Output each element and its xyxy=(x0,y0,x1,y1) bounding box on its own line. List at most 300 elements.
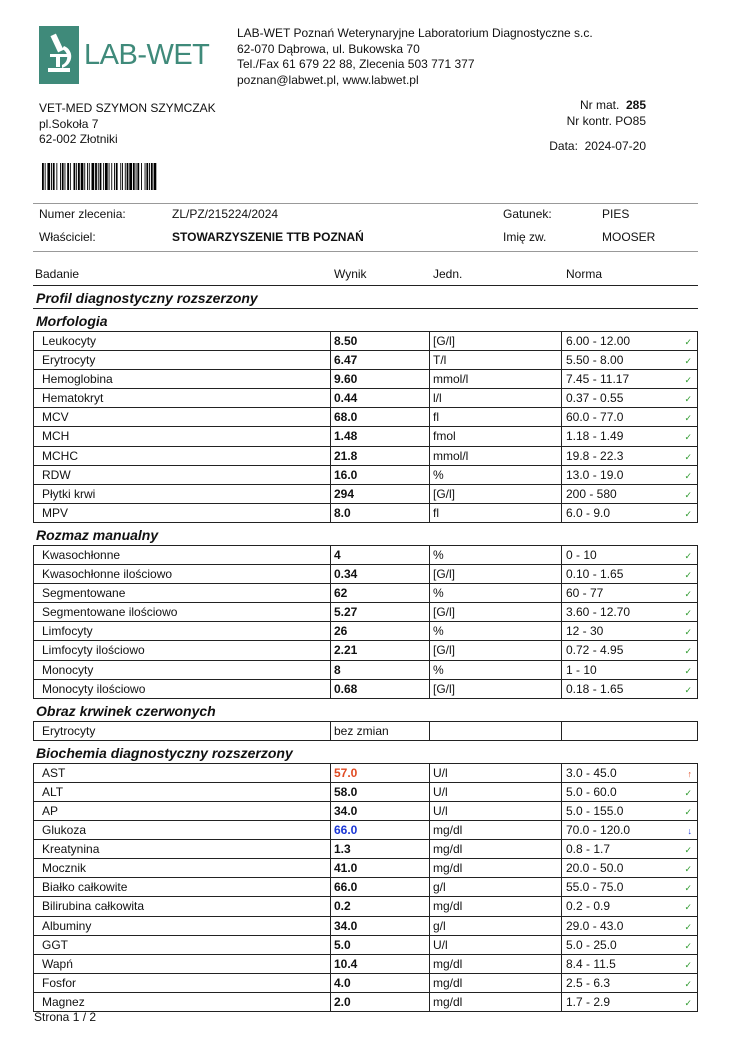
cell-border xyxy=(561,447,562,465)
test-norm: 0.8 - 1.7 xyxy=(566,842,611,857)
cell-border xyxy=(33,974,34,992)
order-number-label: Numer zlecenia: xyxy=(39,207,126,221)
test-unit: fl xyxy=(433,505,439,520)
lab-email: poznan@labwet.pl, www.labwet.pl xyxy=(237,72,419,87)
table-row xyxy=(33,821,698,840)
cell-border xyxy=(697,389,698,407)
barcode-bar xyxy=(136,163,137,190)
client-name: VET-MED SZYMON SZYMCZAK xyxy=(39,101,216,115)
cell-border xyxy=(561,370,562,388)
table-row xyxy=(33,427,698,446)
test-norm: 70.0 - 120.0 xyxy=(566,823,631,838)
cell-border xyxy=(330,840,331,858)
species-label: Gatunek: xyxy=(503,207,552,221)
table-row xyxy=(33,764,698,783)
barcode-bar xyxy=(133,163,135,190)
check-icon: ✓ xyxy=(684,589,692,600)
cell-border xyxy=(697,504,698,522)
logo-text: LAB-WET xyxy=(84,39,210,71)
barcode-bar xyxy=(125,163,126,190)
cell-border xyxy=(561,504,562,522)
cell-border xyxy=(697,408,698,426)
divider xyxy=(33,251,698,252)
test-result: 10.4 xyxy=(334,956,358,971)
client-address-block xyxy=(39,101,216,148)
check-icon: ✓ xyxy=(684,432,692,443)
cell-border xyxy=(330,447,331,465)
header-test: Badanie xyxy=(35,267,80,281)
cell-border xyxy=(330,878,331,896)
client-street: pl.Sokoła 7 xyxy=(39,116,99,131)
table-row xyxy=(33,993,698,1012)
test-unit: U/l xyxy=(433,803,448,818)
barcode-bar xyxy=(76,163,77,190)
test-name: Segmentowane ilościowo xyxy=(42,605,178,620)
lab-address-block xyxy=(237,26,593,88)
cell-border xyxy=(697,584,698,602)
test-result: 62 xyxy=(334,586,348,601)
test-unit: [G/l] xyxy=(433,334,456,348)
cell-border xyxy=(561,661,562,679)
barcode-bar xyxy=(111,163,112,190)
cell-border xyxy=(561,389,562,407)
test-result: 1.48 xyxy=(334,429,358,444)
arrow-down-icon: ↓ xyxy=(687,826,692,837)
test-name: RDW xyxy=(42,467,71,482)
cell-border xyxy=(429,603,430,621)
barcode-bar xyxy=(53,163,55,190)
lab-name: LAB-WET Poznań Weterynaryjne Laboratorium Diagnostyczne s.c. xyxy=(237,26,593,40)
cell-border xyxy=(561,859,562,877)
cell-border xyxy=(429,584,430,602)
test-name: Bilirubina całkowita xyxy=(42,899,145,914)
owner-label: Właściciel: xyxy=(39,230,96,244)
header-norm: Norma xyxy=(566,267,603,281)
test-name: Erytrocyty xyxy=(42,353,96,368)
header-unit: Jedn. xyxy=(433,267,463,281)
test-result: 57.0 xyxy=(334,765,358,780)
cell-border xyxy=(429,936,430,954)
check-icon: ✓ xyxy=(684,570,692,581)
barcode-bar xyxy=(67,163,69,190)
check-icon: ✓ xyxy=(684,451,692,462)
table-row xyxy=(33,504,698,523)
test-unit: U/l xyxy=(433,765,448,780)
barcode-bar xyxy=(116,163,118,190)
cell-border xyxy=(561,680,562,698)
cell-border xyxy=(429,680,430,698)
barcode-bar xyxy=(137,163,139,190)
barcode-bar xyxy=(105,163,108,190)
test-norm: 5.0 - 60.0 xyxy=(566,784,617,799)
cell-border xyxy=(330,427,331,445)
cell-border xyxy=(429,993,430,1011)
cell-border xyxy=(561,955,562,973)
cell-border xyxy=(429,840,430,858)
test-name: Glukoza xyxy=(42,823,87,838)
cell-border xyxy=(561,584,562,602)
arrow-up-icon: ↑ xyxy=(687,768,692,779)
test-result: 9.60 xyxy=(334,372,358,387)
test-name: Fosfor xyxy=(42,975,77,990)
check-icon: ✓ xyxy=(684,470,692,481)
cell-border xyxy=(697,603,698,621)
date-label: Data: xyxy=(549,139,578,153)
test-result: 0.34 xyxy=(334,567,358,582)
table-row xyxy=(33,974,698,993)
test-result: 0.44 xyxy=(334,391,358,406)
cell-border xyxy=(697,466,698,484)
table-row xyxy=(33,565,698,584)
cell-border xyxy=(33,485,34,503)
cell-border xyxy=(697,955,698,973)
table-row xyxy=(33,897,698,916)
test-result: 0.2 xyxy=(334,899,351,914)
test-unit: % xyxy=(433,547,444,562)
cell-border xyxy=(561,821,562,839)
test-result: 1.3 xyxy=(334,842,351,857)
cell-border xyxy=(33,764,34,782)
cell-border xyxy=(697,974,698,992)
barcode-bar xyxy=(74,163,76,190)
test-norm: 1 - 10 xyxy=(566,662,597,677)
cell-border xyxy=(330,584,331,602)
cell-border xyxy=(429,408,430,426)
table-row xyxy=(33,859,698,878)
cell-border xyxy=(429,504,430,522)
cell-border xyxy=(33,783,34,801)
barcode-bar xyxy=(109,163,110,190)
cell-border xyxy=(561,351,562,369)
table-row xyxy=(33,351,698,370)
test-name: Limfocyty ilościowo xyxy=(42,643,145,658)
test-unit: T/l xyxy=(433,353,447,368)
cell-border xyxy=(697,783,698,801)
cell-border xyxy=(330,897,331,915)
animal-name-label: Imię zw. xyxy=(503,230,547,244)
cell-border xyxy=(33,332,34,350)
nr-mat-value: 285 xyxy=(625,98,646,112)
test-norm: 8.4 - 11.5 xyxy=(566,956,616,971)
cell-border xyxy=(33,389,34,407)
test-result: 8.0 xyxy=(334,505,351,520)
table-row xyxy=(33,802,698,821)
results-table xyxy=(33,285,698,1012)
cell-border xyxy=(561,427,562,445)
test-unit: [G/l] xyxy=(433,567,456,582)
check-icon: ✓ xyxy=(684,684,692,695)
test-name: ALT xyxy=(42,784,64,799)
cell-border xyxy=(33,351,34,369)
section-title: Biochemia diagnostyczny rozszerzony xyxy=(36,744,293,761)
barcode-bar xyxy=(103,163,104,190)
cell-border xyxy=(561,546,562,564)
barcode-bar xyxy=(60,163,61,190)
table-row xyxy=(33,840,698,859)
test-unit: mmol/l xyxy=(433,372,469,387)
table-row xyxy=(33,408,698,427)
cell-border xyxy=(429,897,430,915)
cell-border xyxy=(429,485,430,503)
check-icon: ✓ xyxy=(684,337,692,347)
test-name: Hemoglobina xyxy=(42,372,113,387)
cell-border xyxy=(561,878,562,896)
test-unit: fl xyxy=(433,410,439,425)
table-row xyxy=(33,447,698,466)
check-icon: ✓ xyxy=(684,787,692,798)
cell-border xyxy=(561,974,562,992)
test-unit: [G/l] xyxy=(433,605,456,620)
barcode-bar xyxy=(78,163,80,190)
check-icon: ✓ xyxy=(684,646,692,657)
table-row xyxy=(33,584,698,603)
cell-border xyxy=(429,466,430,484)
test-norm: 2.5 - 6.3 xyxy=(566,975,611,990)
cell-border xyxy=(561,897,562,915)
barcode-bar xyxy=(141,163,142,190)
table-row xyxy=(33,641,698,660)
cell-border xyxy=(561,485,562,503)
cell-border xyxy=(330,802,331,820)
cell-border xyxy=(330,389,331,407)
cell-border xyxy=(697,936,698,954)
section-title: Morfologia xyxy=(36,313,108,329)
test-unit: % xyxy=(433,586,444,601)
cell-border xyxy=(561,622,562,640)
cell-border xyxy=(429,955,430,973)
test-name: Erytrocyty xyxy=(42,723,96,738)
table-row xyxy=(33,389,698,408)
cell-border xyxy=(561,603,562,621)
cell-border xyxy=(33,370,34,388)
test-norm: 0.18 - 1.65 xyxy=(566,681,624,696)
cell-border xyxy=(330,993,331,1011)
test-name: AP xyxy=(42,803,59,818)
cell-border xyxy=(697,840,698,858)
cell-border xyxy=(330,783,331,801)
test-norm: 0.10 - 1.65 xyxy=(566,567,624,582)
cell-border xyxy=(33,408,34,426)
date-value: 2024-07-20 xyxy=(584,139,646,153)
cell-border xyxy=(33,466,34,484)
cell-border xyxy=(33,504,34,522)
section-title: Rozmaz manualny xyxy=(36,526,159,543)
species-value: PIES xyxy=(602,207,630,221)
table-row xyxy=(33,466,698,485)
cell-border xyxy=(697,622,698,640)
table-row xyxy=(33,722,698,741)
cell-border xyxy=(33,897,34,915)
test-norm: 0.72 - 4.95 xyxy=(566,643,624,658)
cell-border xyxy=(697,546,698,564)
test-result: 8 xyxy=(334,662,341,677)
cell-border xyxy=(330,974,331,992)
table-row xyxy=(33,936,698,955)
cell-border xyxy=(697,351,698,369)
cell-border xyxy=(330,565,331,583)
test-name: Limfocyty xyxy=(42,624,93,639)
test-unit: [G/l] xyxy=(433,643,456,658)
section-header xyxy=(33,523,698,546)
test-result: 26 xyxy=(334,624,348,639)
test-unit: % xyxy=(433,467,444,482)
test-unit: g/l xyxy=(433,918,446,933)
page-number: Strona 1 / 2 xyxy=(34,1010,97,1024)
lab-logo xyxy=(39,26,210,86)
section-title: Obraz krwinek czerwonych xyxy=(36,702,216,719)
cell-border xyxy=(429,641,430,659)
check-icon: ✓ xyxy=(684,997,692,1008)
cell-border xyxy=(429,722,430,740)
test-norm: 0.37 - 0.55 xyxy=(566,391,624,406)
cell-border xyxy=(33,546,34,564)
table-row xyxy=(33,332,698,351)
cell-border xyxy=(330,504,331,522)
cell-border xyxy=(33,917,34,935)
table-row xyxy=(33,955,698,974)
test-unit: % xyxy=(433,624,444,639)
cell-border xyxy=(33,840,34,858)
test-name: Leukocyty xyxy=(42,334,97,348)
test-norm: 1.7 - 2.9 xyxy=(566,994,611,1009)
test-result: 4.0 xyxy=(334,975,351,990)
date-row xyxy=(549,139,646,155)
cell-border xyxy=(33,955,34,973)
test-norm: 0.2 - 0.9 xyxy=(566,899,611,914)
barcode-bar xyxy=(120,163,121,190)
animal-name-value: MOOSER xyxy=(602,230,656,244)
barcode-bar xyxy=(45,163,46,190)
test-name: Kreatynina xyxy=(42,842,100,857)
test-unit: mg/dl xyxy=(433,994,463,1009)
test-norm: 20.0 - 50.0 xyxy=(566,861,624,876)
check-icon: ✓ xyxy=(684,608,692,619)
nr-kontr: Nr kontr. PO85 xyxy=(566,113,646,128)
test-unit: mg/dl xyxy=(433,975,463,990)
check-icon: ✓ xyxy=(684,375,692,386)
cell-border xyxy=(33,603,34,621)
cell-border xyxy=(429,917,430,935)
test-unit: mg/dl xyxy=(433,842,463,857)
cell-border xyxy=(429,764,430,782)
test-name: MCH xyxy=(42,429,70,444)
cell-border xyxy=(429,859,430,877)
test-norm: 55.0 - 75.0 xyxy=(566,880,624,895)
test-name: Monocyty xyxy=(42,662,94,677)
test-result: 41.0 xyxy=(334,861,358,876)
test-result: 2.21 xyxy=(334,643,358,658)
barcode-bar xyxy=(87,163,88,190)
barcode-bar xyxy=(92,163,95,190)
test-norm: 6.00 - 12.00 xyxy=(566,334,631,348)
check-icon: ✓ xyxy=(684,489,692,500)
cell-border xyxy=(33,661,34,679)
test-unit: g/l xyxy=(433,880,446,895)
cell-border xyxy=(330,680,331,698)
barcode-bar xyxy=(146,163,148,190)
check-icon: ✓ xyxy=(684,883,692,894)
cell-border xyxy=(330,917,331,935)
test-name: Mocznik xyxy=(42,861,87,876)
cell-border xyxy=(429,821,430,839)
cell-border xyxy=(697,897,698,915)
table-row xyxy=(33,370,698,389)
test-result: 4 xyxy=(334,547,341,562)
cell-border xyxy=(697,878,698,896)
cell-border xyxy=(697,485,698,503)
check-icon: ✓ xyxy=(684,902,692,913)
test-norm: 3.60 - 12.70 xyxy=(566,605,631,620)
cell-border xyxy=(33,821,34,839)
cell-border xyxy=(429,661,430,679)
test-name: AST xyxy=(42,765,66,780)
check-icon: ✓ xyxy=(684,356,692,367)
barcode-bar xyxy=(89,163,90,190)
cell-border xyxy=(330,546,331,564)
check-icon: ✓ xyxy=(684,413,692,424)
cell-border xyxy=(330,351,331,369)
cell-border xyxy=(561,641,562,659)
cell-border xyxy=(330,661,331,679)
cell-border xyxy=(697,565,698,583)
cell-border xyxy=(561,936,562,954)
cell-border xyxy=(33,802,34,820)
test-norm: 29.0 - 43.0 xyxy=(566,918,624,933)
cell-border xyxy=(33,993,34,1011)
test-result: 5.0 xyxy=(334,937,351,952)
test-norm: 0 - 10 xyxy=(566,547,597,562)
test-unit: % xyxy=(433,662,444,677)
cell-border xyxy=(33,680,34,698)
cell-border xyxy=(697,447,698,465)
cell-border xyxy=(697,821,698,839)
cell-border xyxy=(330,622,331,640)
barcode-bar xyxy=(127,163,129,190)
table-row xyxy=(33,546,698,565)
check-icon: ✓ xyxy=(684,665,692,676)
lab-phone: Tel./Fax 61 679 22 88, Zlecenia 503 771 377 xyxy=(237,57,475,71)
table-row xyxy=(33,485,698,504)
test-name: Kwasochłonne ilościowo xyxy=(42,567,173,582)
cell-border xyxy=(330,370,331,388)
cell-border xyxy=(697,802,698,820)
cell-border xyxy=(33,859,34,877)
cell-border xyxy=(330,859,331,877)
check-icon: ✓ xyxy=(684,550,692,561)
cell-border xyxy=(33,447,34,465)
check-icon: ✓ xyxy=(684,394,692,405)
test-result: 8.50 xyxy=(334,334,358,348)
nr-mat-row xyxy=(549,98,646,114)
cell-border xyxy=(697,370,698,388)
barcode-bar xyxy=(114,163,115,190)
test-result: 34.0 xyxy=(334,803,358,818)
order-number: ZL/PZ/215224/2024 xyxy=(172,207,279,221)
test-norm: 5.50 - 8.00 xyxy=(566,353,624,368)
cell-border xyxy=(429,802,430,820)
table-row xyxy=(33,783,698,802)
barcode-bar xyxy=(81,163,84,190)
barcode-bar xyxy=(149,163,150,190)
test-unit: mg/dl xyxy=(433,956,463,971)
test-result: 6.47 xyxy=(334,353,358,368)
test-name: Hematokryt xyxy=(42,391,104,406)
test-name: Kwasochłonne xyxy=(42,547,121,562)
cell-border xyxy=(561,722,562,740)
cell-border xyxy=(330,408,331,426)
test-result: 21.8 xyxy=(334,448,358,463)
cell-border xyxy=(330,466,331,484)
